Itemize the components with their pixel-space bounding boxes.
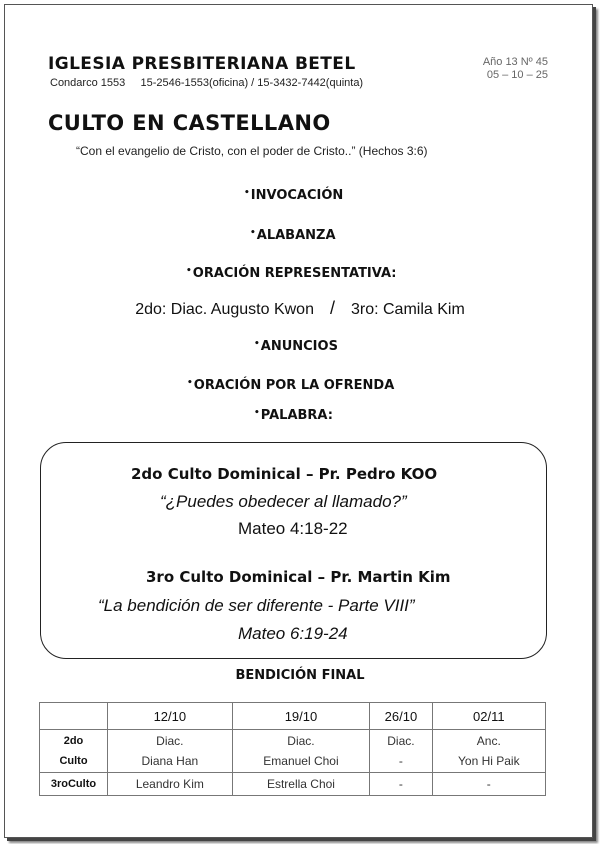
- prayer-3ro: 3ro: Camila Kim: [350, 301, 465, 318]
- schedule-table: [39, 702, 546, 796]
- order-palabra: [254, 408, 333, 423]
- sermon-2do-reference: Mateo 4:18-22: [238, 519, 348, 538]
- order-label: ORACIÓN POR LA OFRENDA: [193, 378, 395, 393]
- cell-role: Diac.: [156, 734, 184, 748]
- order-ofrenda: [187, 378, 394, 393]
- cell-role: Anc.: [476, 734, 501, 748]
- issue-info: [483, 56, 548, 82]
- corner-cell: [40, 703, 108, 730]
- cell-name: -: [398, 754, 403, 768]
- schedule-cell: -: [370, 773, 432, 796]
- closing-blessing: BENDICIÓN FINAL: [235, 668, 365, 683]
- order-invocacion: [244, 188, 343, 203]
- bullet-icon: •: [244, 188, 250, 198]
- order-alabanza: [250, 228, 336, 243]
- schedule-cell: [370, 730, 432, 773]
- issue-date: 05 – 10 – 25: [486, 69, 548, 81]
- row-label-3ro: 3roCulto: [40, 773, 108, 796]
- order-label: ORACIÓN REPRESENTATIVA:: [192, 266, 397, 281]
- schedule-cell: [108, 730, 233, 773]
- prayer-2do: 2do: Diac. Augusto Kwon: [135, 301, 314, 318]
- sermon-2do-title: “¿Puedes obedecer al llamado?”: [160, 492, 407, 511]
- sermon-3ro-title: “La bendición de ser diferente - Parte VIII”: [98, 596, 415, 615]
- row-label-2do: [40, 730, 108, 773]
- bullet-icon: •: [254, 339, 260, 349]
- bullet-icon: •: [250, 228, 256, 238]
- order-anuncios: [254, 339, 338, 354]
- date-cell: 26/10: [370, 703, 432, 730]
- cell-name: Emanuel Choi: [263, 754, 339, 768]
- prayer-separator: /: [329, 298, 335, 318]
- theme-verse: “Con el evangelio de Cristo, con el poder de Cristo..” (Hechos 3:6): [76, 144, 428, 158]
- sermon-3ro-heading: 3ro Culto Dominical – Pr. Martin Kim: [146, 568, 451, 586]
- date-cell: 02/11: [432, 703, 545, 730]
- schedule-cell: -: [432, 773, 545, 796]
- church-name: IGLESIA PRESBITERIANA BETEL: [48, 54, 356, 74]
- row-label-line: 2do: [63, 735, 84, 747]
- sermon-3ro-reference: Mateo 6:19-24: [238, 624, 348, 643]
- page-title: CULTO EN CASTELLANO: [48, 111, 331, 135]
- prayer-leaders: [0, 298, 600, 319]
- row-label-line: Culto: [59, 755, 88, 767]
- cell-role: Diac.: [387, 734, 415, 748]
- order-label: PALABRA:: [260, 408, 333, 423]
- table-header-row: [40, 703, 546, 730]
- cell-role: Diac.: [287, 734, 315, 748]
- date-cell: 19/10: [232, 703, 370, 730]
- order-oracion-representativa: [186, 266, 396, 281]
- schedule-cell: [432, 730, 545, 773]
- church-address: Condarco 1553 15-2546-1553(oficina) / 15-3432-7442(quinta): [50, 77, 364, 89]
- schedule-cell: Estrella Choi: [232, 773, 370, 796]
- table-row: [40, 730, 546, 773]
- order-label: INVOCACIÓN: [250, 188, 344, 203]
- schedule-cell: Leandro Kim: [108, 773, 233, 796]
- bullet-icon: •: [187, 378, 193, 388]
- schedule-cell: [232, 730, 370, 773]
- table-row: [40, 773, 546, 796]
- cell-name: Yon Hi Paik: [458, 754, 520, 768]
- order-label: ANUNCIOS: [260, 339, 338, 354]
- bullet-icon: •: [186, 266, 192, 276]
- bullet-icon: •: [254, 408, 260, 418]
- issue-number: Año 13 Nº 45: [482, 56, 548, 68]
- order-label: ALABANZA: [256, 228, 336, 243]
- sermon-2do-heading: 2do Culto Dominical – Pr. Pedro KOO: [131, 465, 438, 483]
- cell-name: Diana Han: [141, 754, 199, 768]
- date-cell: 12/10: [108, 703, 233, 730]
